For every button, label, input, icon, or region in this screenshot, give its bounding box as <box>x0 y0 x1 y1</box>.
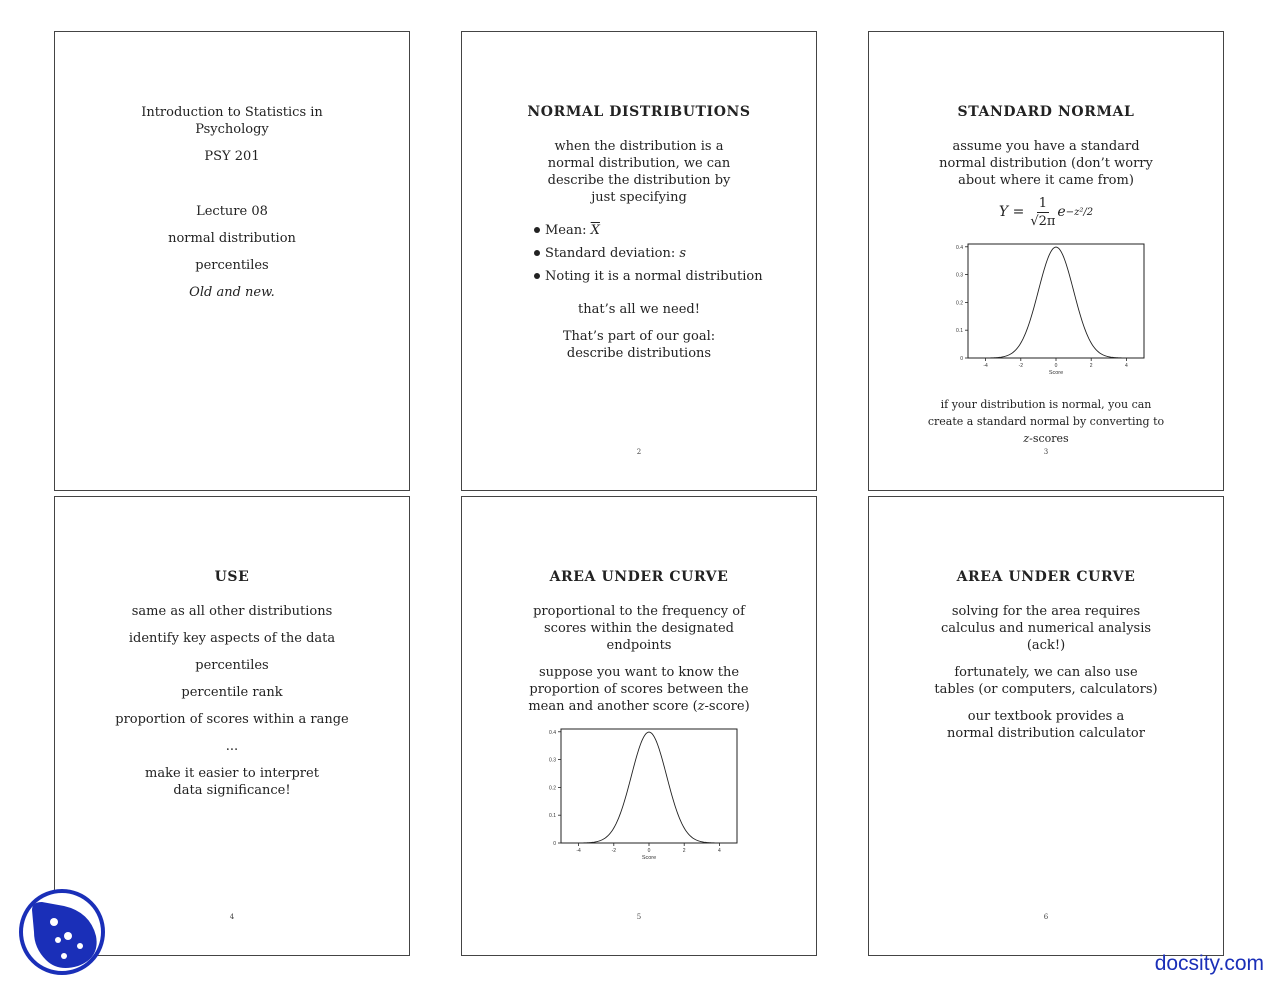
x-tick-label: 4 <box>1125 363 1128 369</box>
topic-line: normal distribution <box>168 231 296 246</box>
paragraph-z: z <box>697 699 705 714</box>
slide-content <box>869 569 1223 752</box>
slide-paragraph: fortunately, we can also use tables (or computers, calculators) <box>934 665 1158 697</box>
slide-content <box>55 569 409 809</box>
note-z: z <box>1023 432 1030 445</box>
bullet-label: Noting it is a normal distribution <box>545 269 763 284</box>
bullet-item <box>534 268 816 285</box>
slide-title: AREA UNDER CURVE <box>549 569 729 585</box>
slide-paragraph: when the distribution is a normal distribution, we can describe the distribution by just specifying <box>547 139 731 205</box>
paragraph-text: suppose you want to know the proportion of scores between the mean and another score ( <box>528 665 749 714</box>
x-tick-label: 2 <box>682 848 686 854</box>
math-symbol: $\overline{X}$ <box>590 223 600 238</box>
page-number: 5 <box>636 913 642 921</box>
slide-page-2 <box>461 31 817 491</box>
y-tick-label: 0.2 <box>956 300 963 307</box>
docsity-brand-link[interactable]: docsity.com <box>1154 952 1264 975</box>
slide-page-1 <box>54 31 410 491</box>
lecture-number: Lecture 08 <box>196 204 268 219</box>
slide-paragraph: That’s part of our goal: describe distributions <box>562 329 716 361</box>
y-tick-label: 0.4 <box>956 244 963 251</box>
y-tick-label: 0 <box>553 841 556 847</box>
y-tick-label: 0.4 <box>549 729 556 736</box>
page-number: 6 <box>1043 913 1049 921</box>
page-number: 4 <box>229 913 235 921</box>
slide-content <box>55 104 409 311</box>
course-code: PSY 201 <box>204 149 260 164</box>
formula-base: e <box>1057 204 1066 220</box>
slide-page-4 <box>54 496 410 956</box>
x-tick-label: -4 <box>983 363 988 369</box>
y-tick-label: 0.3 <box>549 757 556 764</box>
slide-title: USE <box>214 569 250 585</box>
use-item: percentiles <box>195 658 269 673</box>
course-title <box>55 104 409 138</box>
slide-paragraph: assume you have a standard normal distribution (don’t worry about where it came from) <box>939 139 1153 188</box>
math-symbol: s <box>679 246 687 261</box>
bullet-item <box>534 222 816 239</box>
topic-line: percentiles <box>195 258 269 273</box>
slide-page-3 <box>868 31 1224 491</box>
y-tick-label: 0.1 <box>956 328 963 335</box>
x-tick-label: -2 <box>1018 363 1024 369</box>
use-item: percentile rank <box>181 685 283 700</box>
normal-curve-chart <box>539 725 739 865</box>
use-item: ... <box>225 739 239 754</box>
use-item: make it easier to interpret data significance! <box>145 766 319 798</box>
docsity-logo-icon[interactable] <box>18 888 106 976</box>
use-item: proportion of scores within a range <box>115 712 349 727</box>
bullet-icon <box>534 250 540 256</box>
bullet-icon <box>534 273 540 279</box>
course-title-line: Introduction to Statistics in <box>141 105 323 120</box>
x-axis-label: Score <box>1048 370 1064 376</box>
normal-curve-line <box>565 732 734 843</box>
topic-line: Old and new. <box>189 285 275 300</box>
slide-title: NORMAL DISTRIBUTIONS <box>527 104 751 120</box>
slide-content <box>462 569 816 865</box>
bullet-item <box>534 245 816 262</box>
note-text: if your distribution is normal, you can create a standard normal by converting to <box>927 398 1165 428</box>
formula-lhs: Y = <box>998 204 1025 220</box>
page-number: 3 <box>1043 448 1049 456</box>
slide-content <box>869 104 1223 457</box>
slide-title: AREA UNDER CURVE <box>956 569 1136 585</box>
slide-paragraph: that’s all we need! <box>578 302 700 317</box>
use-item: same as all other distributions <box>131 604 333 619</box>
y-tick-label: 0.1 <box>549 813 556 820</box>
y-tick-label: 0.3 <box>956 272 963 279</box>
note-text: -scores <box>1029 432 1069 445</box>
formula-numerator: 1 <box>1038 196 1047 211</box>
plot-frame <box>561 729 737 843</box>
formula-denominator: √2π <box>1030 214 1056 229</box>
x-tick-label: 0 <box>647 848 651 854</box>
slide-paragraph <box>521 664 757 715</box>
slide-content <box>462 104 816 372</box>
slide-paragraph: our textbook provides a normal distribution calculator <box>947 709 1145 741</box>
x-tick-label: 2 <box>1089 363 1093 369</box>
x-tick-label: 0 <box>1054 363 1058 369</box>
formula-exponent: −z²/2 <box>1065 207 1094 218</box>
normal-curve-line <box>972 247 1141 358</box>
use-item: identify key aspects of the data <box>128 631 336 646</box>
slide-note <box>926 396 1166 447</box>
x-tick-label: 4 <box>718 848 721 854</box>
bullet-label: Mean: <box>545 223 587 238</box>
plot-frame <box>968 244 1144 358</box>
slide-paragraph: proportional to the frequency of scores within the designated endpoints <box>533 604 745 653</box>
x-tick-label: -2 <box>611 848 617 854</box>
x-axis-label: Score <box>641 855 657 861</box>
formula-fraction <box>1030 195 1055 230</box>
slide-page-6 <box>868 496 1224 956</box>
x-tick-label: -4 <box>576 848 581 854</box>
slide-title: STANDARD NORMAL <box>957 104 1135 120</box>
y-tick-label: 0 <box>960 356 963 362</box>
page-number: 2 <box>636 448 642 456</box>
y-tick-label: 0.2 <box>549 785 556 792</box>
paragraph-text: -score) <box>704 699 750 714</box>
bullet-icon <box>534 227 540 233</box>
normal-density-formula <box>869 195 1223 230</box>
slide-paragraph: solving for the area requires calculus and numerical analysis (ack!) <box>940 604 1152 653</box>
normal-curve-chart <box>946 240 1146 380</box>
course-title-line: Psychology <box>195 122 269 137</box>
bullet-label: Standard deviation: <box>545 246 676 261</box>
slide-page-5 <box>461 496 817 956</box>
bullet-list <box>534 222 816 285</box>
